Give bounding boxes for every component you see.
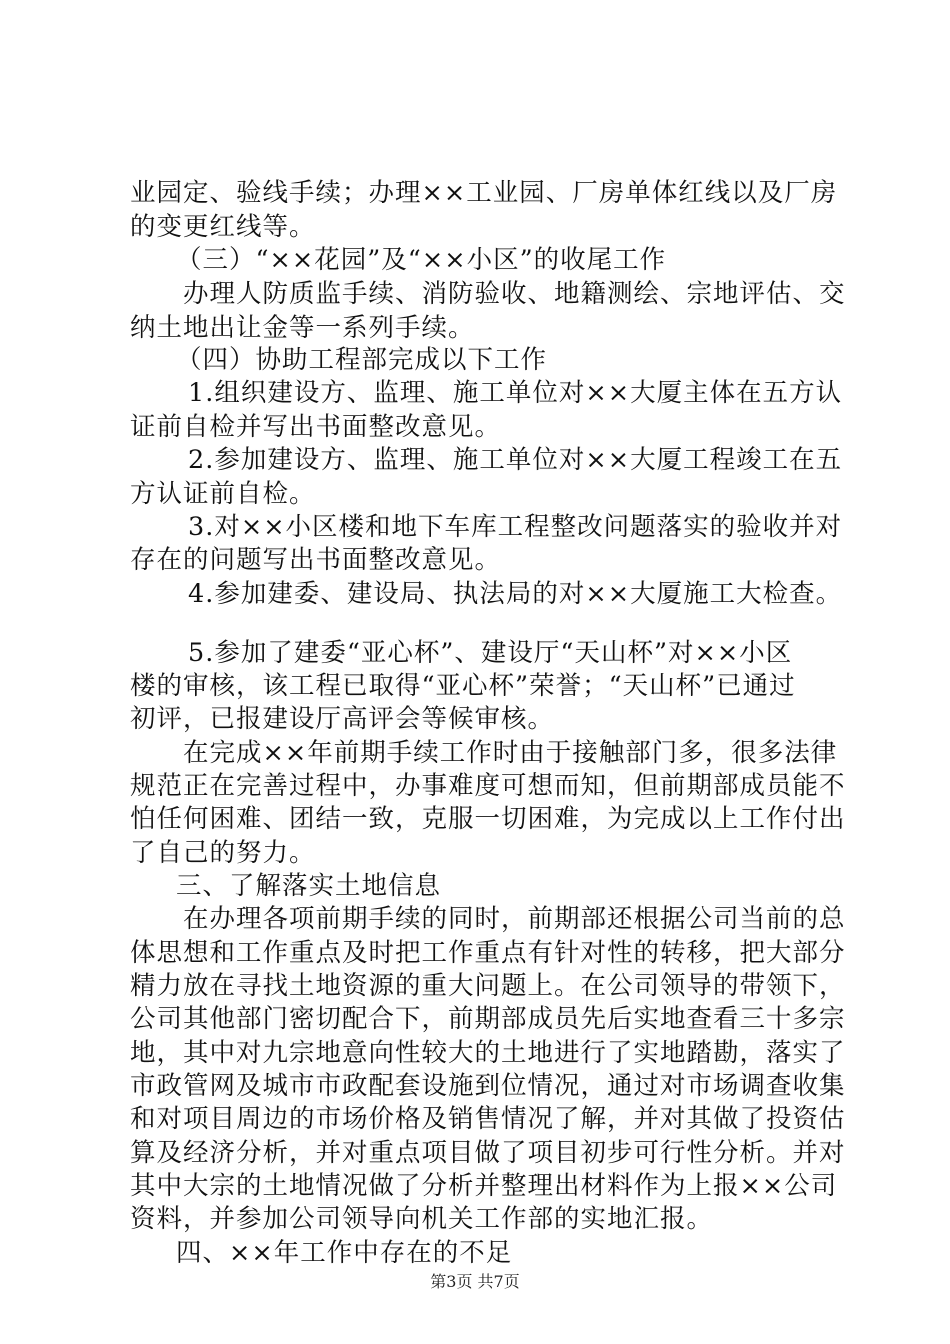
text-line: 办理人防质监手续、消防验收、地籍测绘、宗地评估、交: [183, 279, 846, 309]
list-item: 4.参加建委、建设局、执法局的对××大厦施工大检查。: [188, 579, 843, 609]
text-line: 其中大宗的土地情况做了分析并整理出材料作为上报××公司: [130, 1171, 838, 1201]
text-line: 存在的问题写出书面整改意见。: [130, 545, 502, 575]
text-line: 初评，已报建设厅高评会等候审核。: [130, 704, 555, 734]
text-line: 楼的审核，该工程已取得“亚心杯”荣誉；“天山杯”已通过: [130, 671, 796, 701]
text-line: 算及经济分析，并对重点项目做了项目初步可行性分析。并对: [130, 1138, 846, 1168]
list-item: 1.组织建设方、监理、施工单位对××大厦主体在五方认: [188, 378, 843, 408]
list-item: 5.参加了建委“亚心杯”、建设厅“天山杯”对××小区: [188, 638, 793, 668]
text-line: 市政管网及城市市政配套设施到位情况，通过对市场调查收集: [130, 1071, 846, 1101]
text-line: 证前自检并写出书面整改意见。: [130, 412, 502, 442]
text-line: 体思想和工作重点及时把工作重点有针对性的转移，把大部分: [130, 938, 846, 968]
text-line: 地，其中对九宗地意向性较大的土地进行了实地踏勘，落实了: [130, 1038, 846, 1068]
text-line: 方认证前自检。: [130, 479, 316, 509]
section-heading: 三、了解落实土地信息: [176, 871, 442, 901]
list-item: 3.对××小区楼和地下车库工程整改问题落实的验收并对: [188, 512, 843, 542]
text-line: 怕任何困难、团结一致，克服一切困难，为完成以上工作付出: [130, 804, 846, 834]
text-line: 和对项目周边的市场价格及销售情况了解，并对其做了投资估: [130, 1104, 846, 1134]
page-number-footer: 第3页 共7页: [430, 1272, 520, 1291]
text-line: 业园定、验线手续；办理××工业园、厂房单体红线以及厂房: [130, 178, 838, 208]
text-line: 在完成××年前期手续工作时由于接触部门多，很多法律: [183, 738, 838, 768]
text-line: 资料，并参加公司领导向机关工作部的实地汇报。: [130, 1204, 714, 1234]
list-item: 2.参加建设方、监理、施工单位对××大厦工程竣工在五: [188, 445, 843, 475]
section-heading: （三）“××花园”及“××小区”的收尾工作: [176, 245, 667, 275]
text-line: 精力放在寻找土地资源的重大问题上。在公司领导的带领下，: [130, 971, 846, 1001]
text-line: 在办理各项前期手续的同时，前期部还根据公司当前的总: [183, 904, 846, 934]
text-line: 了自己的努力。: [130, 838, 316, 868]
section-heading: 四、××年工作中存在的不足: [176, 1238, 513, 1268]
section-heading: （四）协助工程部完成以下工作: [176, 345, 548, 375]
text-line: 公司其他部门密切配合下，前期部成员先后实地查看三十多宗: [130, 1004, 846, 1034]
text-line: 规范正在完善过程中，办事难度可想而知，但前期部成员能不: [130, 771, 846, 801]
text-line: 的变更红线等。: [130, 212, 316, 242]
text-line: 纳土地出让金等一系列手续。: [130, 313, 475, 343]
